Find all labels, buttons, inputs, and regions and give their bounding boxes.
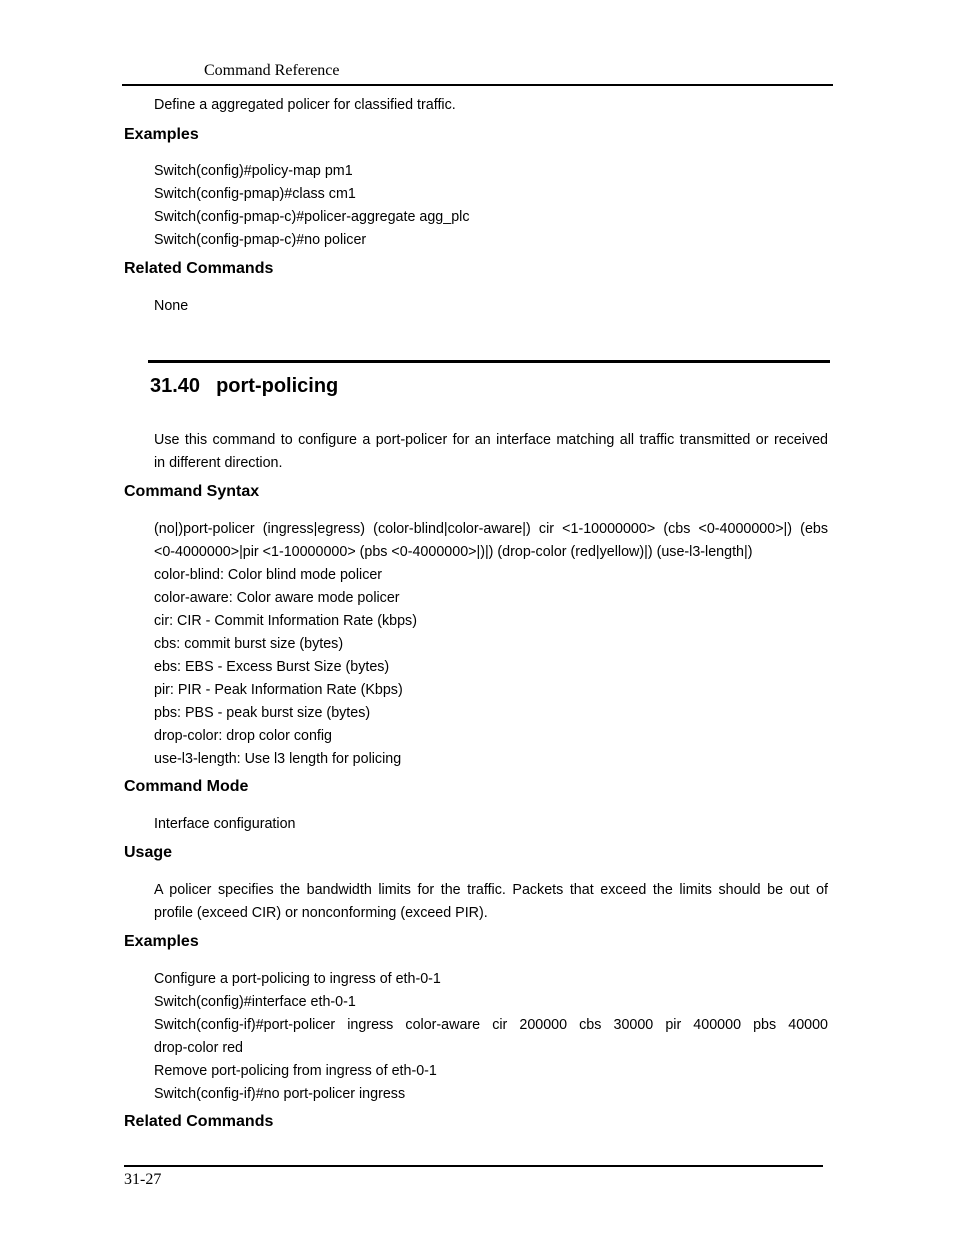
usage-text <box>154 879 828 925</box>
command-syntax <box>154 518 828 564</box>
param-line: use-l3-length: Use l3 length for policing <box>154 751 402 767</box>
param-line: cbs: commit burst size (bytes) <box>154 636 344 652</box>
example-line: Switch(config)#policy-map pm1 <box>154 163 353 179</box>
command-mode-value: Interface configuration <box>154 816 296 832</box>
intro-text: Define a aggregated policer for classified traffic. <box>154 97 456 113</box>
example-line: drop-color red <box>154 1040 243 1056</box>
param-line: pbs: PBS - peak burst size (bytes) <box>154 705 371 721</box>
command-mode-heading: Command Mode <box>124 778 249 795</box>
param-line: color-aware: Color aware mode policer <box>154 590 400 606</box>
syntax-line: (no|)port-policer (ingress|egress) (color-blind|color-aware|) cir <1-10000000> (cbs <0-4000000>|) (ebs <box>154 521 828 537</box>
param-line: drop-color: drop color config <box>154 728 333 744</box>
running-header: Command Reference <box>204 62 340 79</box>
description-line: Use this command to configure a port-policer for an interface matching all traffic transmitted or received <box>154 432 828 448</box>
examples-block <box>154 968 828 1106</box>
examples-heading-2: Examples <box>124 933 199 950</box>
section-number: 31.40 <box>150 375 201 397</box>
header-rule <box>122 84 833 86</box>
param-line: cir: CIR - Commit Information Rate (kbps) <box>154 613 417 629</box>
syntax-line: <0-4000000>|pir <1-10000000> (pbs <0-4000000>|)|) (drop-color (red|yellow)|) (use-l3-length|) <box>154 544 753 560</box>
usage-line: profile (exceed CIR) or nonconforming (exceed PIR). <box>154 905 488 921</box>
section-title <box>150 375 338 398</box>
usage-heading: Usage <box>124 844 173 861</box>
usage-line: A policer specifies the bandwidth limits for the traffic. Packets that exceed the limits should be out of <box>154 882 828 898</box>
examples-heading: Examples <box>124 126 199 143</box>
section-rule <box>148 360 830 363</box>
footer-rule <box>124 1165 823 1167</box>
example-line: Remove port-policing from ingress of eth-0-1 <box>154 1063 437 1079</box>
param-line: ebs: EBS - Excess Burst Size (bytes) <box>154 659 390 675</box>
param-line: pir: PIR - Peak Information Rate (Kbps) <box>154 682 403 698</box>
related-commands-value: None <box>154 298 189 314</box>
example-line: Switch(config)#interface eth-0-1 <box>154 994 356 1010</box>
section-description <box>154 429 828 475</box>
command-syntax-heading: Command Syntax <box>124 483 260 500</box>
example-line: Switch(config-pmap-c)#no policer <box>154 232 367 248</box>
example-line: Switch(config-pmap-c)#policer-aggregate agg_plc <box>154 209 470 225</box>
examples-list <box>154 160 470 252</box>
related-commands-heading-2: Related Commands <box>124 1113 274 1130</box>
syntax-params <box>154 564 417 771</box>
example-line: Switch(config-pmap)#class cm1 <box>154 186 356 202</box>
param-line: color-blind: Color blind mode policer <box>154 567 383 583</box>
example-line: Switch(config-if)#port-policer ingress color-aware cir 200000 cbs 30000 pir 400000 pbs 40000 <box>154 1017 828 1033</box>
related-commands-heading: Related Commands <box>124 260 274 277</box>
section-name: port-policing <box>216 375 339 397</box>
page-number: 31-27 <box>124 1171 162 1188</box>
example-line: Switch(config-if)#no port-policer ingress <box>154 1086 406 1102</box>
description-line: in different direction. <box>154 455 283 471</box>
example-line: Configure a port-policing to ingress of eth-0-1 <box>154 971 441 987</box>
